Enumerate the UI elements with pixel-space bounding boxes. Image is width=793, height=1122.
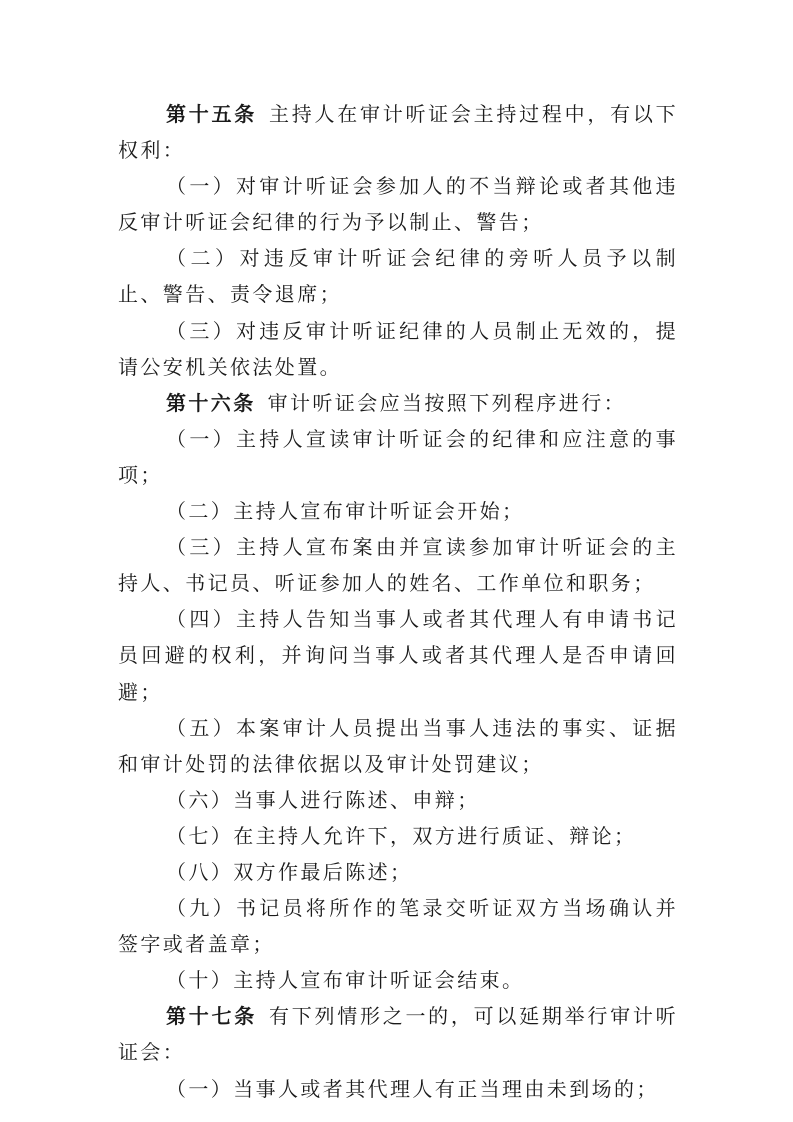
paragraph-text: （七）在主持人允许下，双方进行质证、辩论； [166,823,637,848]
paragraph-article-16 [118,385,678,421]
paragraph-text: （八）双方作最后陈述； [166,859,413,884]
paragraph [118,1071,678,1107]
paragraph [118,493,678,529]
paragraph-text: （五）本案审计人员提出当事人违法的事实、证据和审计处罚的法律依据以及审计处罚建议； [118,715,678,776]
paragraph [118,962,678,998]
paragraph [118,782,678,818]
paragraph [118,601,678,709]
paragraph [118,313,678,385]
paragraph [118,710,678,782]
article-number: 第十六条 [166,390,256,415]
paragraph [118,168,678,240]
paragraph [118,890,678,962]
paragraph [118,529,678,601]
paragraph-text: （二）主持人宣布审计听证会开始； [166,499,525,524]
article-number: 第十七条 [166,1004,257,1029]
paragraph-text: 审计听证会应当按照下列程序进行： [267,390,627,415]
paragraph-text: （四）主持人告知当事人或者其代理人有申请书记员回避的权利，并询问当事人或者其代理人是否申请回避； [118,607,678,704]
paragraph [118,240,678,312]
paragraph [118,854,678,890]
paragraph [118,818,678,854]
paragraph-text: （一）当事人或者其代理人有正当理由未到场的； [166,1076,659,1101]
paragraph-text: （十）主持人宣布审计听证会结束。 [166,968,525,993]
paragraph-article-17 [118,998,678,1070]
paragraph-text: （一）主持人宣读审计听证会的纪律和应注意的事项； [118,426,678,487]
paragraph-text: （九）书记员将所作的笔录交听证双方当场确认并签字或者盖章； [118,896,678,957]
paragraph-text: （三）对违反审计听证纪律的人员制止无效的，提请公安机关依法处置。 [118,318,678,379]
paragraph-text: 有下列情形之一的，可以延期举行审计听证会： [118,1004,679,1065]
paragraph-text: 主持人在审计听证会主持过程中，有以下权利： [118,102,679,163]
article-number: 第十五条 [166,102,257,126]
paragraph-text: （一）对审计听证会参加人的不当辩论或者其他违反审计听证会纪律的行为予以制止、警告； [118,174,678,235]
paragraph [118,421,678,493]
paragraph-text: （六）当事人进行陈述、申辩； [166,787,480,812]
paragraph-text: （二）对违反审计听证会纪律的旁听人员予以制止、警告、责令退席； [118,246,678,307]
paragraph-text: （三）主持人宣布案由并宣读参加审计听证会的主持人、书记员、听证参加人的姓名、工作单位和职务； [118,535,678,596]
paragraph-article-15 [118,96,678,168]
document-body [118,96,678,1107]
